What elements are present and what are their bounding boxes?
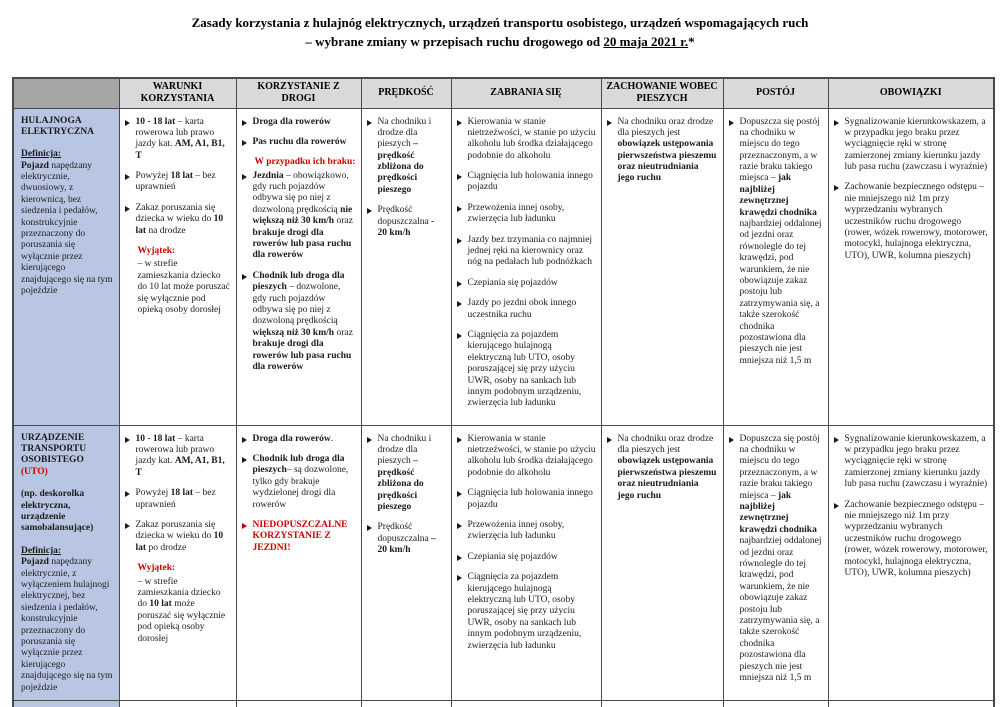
title-date-underlined: 20 maja 2021 r. [603,33,689,49]
arrow-bullet-icon [729,437,736,443]
title-line-1: Zasady korzystania z hulajnóg elektrycznych, urządzeń transportu osobistego, urządzeń wspomagających ruch [191,15,809,30]
text-segment: Ciągnięcia za pojazdem kierującego hulajnogą elektryczną lub UTO, osoby poruszającej się przy użyciu UWR, osoby na sankach lub innym podobnym urządzeniu, zwierzęcia lub ładunku [467,329,582,409]
item-text [138,563,231,574]
arrow-bullet-icon [457,555,464,561]
table-cell [451,108,601,425]
text-segment: Chodnik lub droga dla pieszych [252,454,345,476]
column-header: KORZYSTANIE Z DROGI [236,78,361,108]
table-cell [361,108,451,425]
table-row [13,108,994,425]
text-segment: – bez uprawnień [135,171,216,193]
list-item [607,434,718,502]
table-cell [236,425,361,700]
item-text [740,117,823,368]
item-text [138,577,231,645]
list-item [125,203,231,237]
item-text [378,522,446,556]
paragraph [242,157,356,168]
text-segment: Droga dla rowerów [252,116,331,127]
row-label-paragraph [21,489,114,535]
list-item [242,117,356,128]
item-text [468,572,596,652]
item-text [468,171,596,194]
text-segment: Zakaz poruszania się dziecka w wieku do [135,202,216,225]
arrow-bullet-icon [457,238,464,244]
item-text [468,434,596,480]
list-item [367,522,446,556]
column-header: WARUNKI KORZYSTANIA [119,78,236,108]
row-label-cell [13,700,119,707]
arrow-bullet-icon [125,120,132,126]
arrow-bullet-icon [367,525,374,531]
header-row [13,78,994,108]
text-segment: Jazdy bez trzymania co najmniej jednej ręki na kierownicy oraz nóg na pedałach lub podnóżkach [467,234,593,268]
text-segment: – obowiązkowo, gdy ruch pojazdów odbywa się po niej z dozwoloną prędkością [252,170,349,215]
item-text [618,117,718,185]
arrow-bullet-icon [367,437,374,443]
text-segment: napędzany elektrycznie, dwuosiowy, z kierownicą, bez siedzenia i pedałów, konstrukcyjnie przeznaczony do poruszania się wyłącznie przez kierującego znajdującego się na tym pojeździe [21,160,113,296]
arrow-bullet-icon [457,301,464,307]
text-segment: URZĄDZENIE TRANSPORTU OSOBISTEGO [21,432,87,466]
text-segment: brakuje drogi dla rowerów lub pasa ruchu dla rowerów [252,227,352,261]
title-line-2 [0,33,1000,52]
text-segment: – karta rowerowa lub prawo jazdy kat. [135,116,215,150]
list-item [834,117,989,174]
item-text [468,117,596,163]
arrow-bullet-icon [457,120,464,126]
item-text [468,203,596,226]
list-item [457,434,596,480]
list-item [125,488,231,511]
arrow-bullet-icon [457,491,464,497]
text-segment: – w strefie zamieszkania dziecko do 10 lat może poruszać się wyłącznie pod opieką osoby dorosłej [137,259,230,315]
list-item [607,117,718,185]
list-item [457,520,596,543]
page-title [0,14,1000,52]
arrow-bullet-icon [242,120,249,126]
text-segment: Definicja: [21,149,62,160]
column-header: ZABRANIA SIĘ [451,78,601,108]
item-text [740,434,823,685]
table-cell [236,108,361,425]
text-segment: nie większą niż 30 km/h [252,204,353,227]
text-segment: Czepiania się pojazdów [467,551,558,562]
item-text [468,520,596,543]
list-item [457,278,596,289]
title-line-2-prefix: – wybrane zmiany w przepisach ruchu drogowego od [305,33,604,49]
table-cell [361,425,451,700]
item-text [136,520,231,554]
text-segment: Dopuszcza się postój na chodniku w miejscu do tego przeznaczonym, a w razie braku takiego miejsca – [739,116,820,184]
table-cell [723,108,828,425]
spacer [21,535,114,546]
row-label-paragraph [21,149,114,160]
row-label-cell [13,425,119,700]
arrow-bullet-icon [457,174,464,180]
item-text [136,434,231,480]
text-segment: W przypadku ich braku: [254,157,356,168]
list-item [125,520,231,554]
text-segment: Kierowania w stanie nietrzeźwości, w stanie po użyciu alkoholu lub środka działającego podobnie do alkoholu [467,433,596,478]
table-cell [361,700,451,707]
list-item [125,434,231,480]
table-cell [601,700,723,707]
text-segment: Droga dla rowerów [252,433,331,444]
text-segment: Sygnalizowanie kierunkowskazem, a w przypadku jego braku przez wyciągnięcie ręki w stronę zamierzonej zmiany kierunku jazdy lub pasa ruchu (zawczasu i wyraźnie) [844,116,988,173]
text-segment: obowiązek ustępowania pierwszeństwa pieszemu oraz nieutrudniania jego ruchu [617,139,717,184]
text-segment: 10 - 18 lat [135,116,176,127]
table-cell [828,700,994,707]
text-segment: Przewożenia innej osoby, zwierzęcia lub ładunku [467,202,565,225]
list-item [457,488,596,511]
item-text [253,434,356,445]
item-text [138,246,231,257]
table-cell [236,700,361,707]
text-segment: jak najbliżej zewnętrznej krawędzi chodnika [739,490,817,535]
item-text [136,203,231,237]
table-cell [601,108,723,425]
text-segment: – prędkość zbliżona do prędkości pieszego [377,139,424,195]
column-header: ZACHOWANIE WOBEC PIESZYCH [601,78,723,108]
spacer [21,478,114,489]
text-segment: Pojazd [21,160,49,171]
item-text [253,171,356,262]
rules-table [12,77,995,707]
column-header: POSTÓJ [723,78,828,108]
arrow-bullet-icon [242,140,249,146]
table-cell [828,425,994,700]
table-cell [119,425,236,700]
arrow-bullet-icon [607,120,614,126]
arrow-bullet-icon [367,208,374,214]
arrow-bullet-icon [242,174,249,180]
item-text [136,488,231,511]
list-item [125,117,231,163]
row-label-paragraph [21,546,114,557]
arrow-bullet-icon [125,437,132,443]
text-segment: Sygnalizowanie kierunkowskazem, a w przypadku jego braku przez wyciągnięcie ręki w stronę zamierzonej zmiany kierunku jazdy lub pasa ruchu (zawczasu i wyraźnie) [844,433,988,490]
arrow-bullet-icon [457,333,464,339]
list-item [729,117,823,368]
text-segment: większą niż 30 km/h [252,327,335,338]
item-text [468,488,596,511]
item-text [468,278,596,289]
table-cell [828,108,994,425]
text-segment: – bez uprawnień [135,488,216,510]
text-segment: 10 lat [135,214,224,236]
column-header: OBOWIĄZKI [828,78,994,108]
list-item [457,117,596,163]
item-text [845,434,989,491]
text-segment: na drodze [146,225,186,236]
arrow-bullet-icon [834,437,841,443]
item-text [378,434,446,514]
text-segment: 10 - 18 lat [135,433,176,444]
arrow-bullet-icon [729,120,736,126]
item-text [136,171,231,194]
arrow-bullet-icon [834,185,841,191]
row-label-paragraph [21,161,114,298]
paragraph [125,259,231,316]
text-segment: - 20 km/h [377,216,435,239]
text-segment: – w strefie zamieszkania dziecko do [137,576,221,610]
table-cell [723,700,828,707]
text-segment: 18 lat [170,171,194,182]
text-segment: Czepiania się pojazdów [467,277,558,288]
text-segment: Definicja: [21,545,62,556]
text-segment: Ciągnięcia lub holowania innego pojazdu [467,488,593,510]
list-item [242,137,356,148]
list-item [834,500,989,580]
arrow-bullet-icon [242,274,249,280]
list-item [457,552,596,563]
text-segment: Jazdy po jezdni obok innego uczestnika ruchu [467,298,577,320]
list-item [457,235,596,269]
item-text [468,298,596,321]
list-item [242,271,356,374]
text-segment: 18 lat [170,488,194,499]
paragraph [125,563,231,574]
list-item [242,520,356,554]
item-text [468,330,596,410]
row-label-paragraph [21,467,114,478]
table-cell [723,425,828,700]
arrow-bullet-icon [457,281,464,287]
text-segment: najbardziej oddalonej od jezdni oraz równolegle do tej krawędzi, pod warunkiem, że nie obowiązuje zakaz postoju lub zatrzymywania się, a także szerokość chodnika pozostawiona dla pieszych nie jest mniejsza niż 1,5 m [739,219,822,366]
arrow-bullet-icon [457,206,464,212]
item-text [468,552,596,563]
text-segment: – dozwolone, gdy ruch pojazdów odbywa się po niej z dozwoloną prędkością [252,282,341,327]
text-segment: AM, A1, B1, T [135,456,225,478]
item-text [378,117,446,197]
arrow-bullet-icon [242,437,249,443]
corner-cell [13,78,119,108]
list-item [125,171,231,194]
arrow-bullet-icon [607,437,614,443]
item-text [845,182,989,262]
text-segment: Kierowania w stanie nietrzeźwości, w stanie po użyciu alkoholu lub środka działającego podobnie do alkoholu [467,116,596,161]
list-item [834,434,989,491]
item-text [253,117,356,128]
spacer [21,138,114,149]
text-segment: (UTO) [21,466,48,477]
text-segment: Powyżej [135,488,171,499]
arrow-bullet-icon [457,523,464,529]
text-segment: – prędkość zbliżona do prędkości pieszego [377,456,424,513]
text-segment: Na chodniku oraz drodze dla pieszych jest [617,116,714,138]
text-segment: Prędkość dopuszczalna [377,205,432,227]
text-segment: . [330,433,334,444]
text-segment: może poruszać się wyłącznie pod opieką osoby dorosłej [137,599,226,644]
item-text [253,454,356,511]
table-cell [451,700,601,707]
text-segment: Prędkość dopuszczalna [377,522,432,544]
text-segment: HULAJNOGA ELEKTRYCZNA [21,115,95,137]
item-text [468,235,596,269]
text-segment: – są dozwolone, tylko gdy brakuje wydzielonej drogi dla rowerów [252,465,349,510]
table-cell [119,108,236,425]
table-row [13,425,994,700]
row-label-cell [13,108,119,425]
text-segment: oraz [334,327,353,338]
text-segment: Na chodniku i drodze dla pieszych [377,433,432,467]
text-segment: Na chodniku i drodze dla pieszych [377,116,432,150]
text-segment: napędzany elektrycznie, z wyłączeniem hulajnogi elektrycznej, bez siedzenia i pedałów, konstrukcyjnie przeznaczony do poruszania się wyłącznie przez kierującego znajdującego się na tym pojeździe [21,557,113,693]
item-text [378,205,446,239]
list-item [457,298,596,321]
arrow-bullet-icon [125,523,132,529]
cutoff-table-row [13,700,994,707]
list-item [457,171,596,194]
arrow-bullet-icon [834,120,841,126]
list-item [729,434,823,685]
text-segment: 10 lat [135,531,224,553]
text-segment: (np. deskorolka elektryczna, urządzenie samobalansujące) [21,489,94,534]
text-segment: Ciągnięcia za pojazdem kierującego hulajnogą elektryczną lub UTO, osoby poruszającej się przy użyciu UWR, osoby na sankach lub innym podobnym urządzeniu, zwierzęcia lub ładunku [467,572,582,651]
text-segment: Na chodniku oraz drodze dla pieszych jest [617,433,714,456]
list-item [457,330,596,410]
item-text [255,157,356,168]
list-item [367,117,446,197]
text-segment: NIEDOPUSZCZALNE KORZYSTANIE Z JEZDNI! [252,520,348,553]
arrow-bullet-icon [242,523,249,529]
table-body [13,108,994,707]
arrow-bullet-icon [125,491,132,497]
text-segment: brakuje drogi dla rowerów lub pasa ruchu dla rowerów [252,339,352,372]
item-text [845,500,989,580]
text-segment: Zakaz poruszania się dziecka w wieku do [135,520,216,542]
list-item [834,182,989,262]
text-segment: Zachowanie bezpiecznego odstępu – nie mniejszego niż 1m przy wyprzedzaniu wybranych uczestników ruchu drogowego (rower, wózek rowerowy, motorower, motocykl, hulajnoga elektryczna, UTO), UWR, kolumna pieszych) [844,182,988,261]
text-segment: jak najbliżej zewnętrznej krawędzi chodnika [739,173,817,218]
item-text [618,434,718,502]
text-segment: AM, A1, B1, T [135,139,225,161]
column-header: PRĘDKOŚĆ [361,78,451,108]
item-text [253,271,356,374]
item-text [136,117,231,163]
text-segment: oraz [334,216,353,227]
table-cell [451,425,601,700]
arrow-bullet-icon [242,457,249,463]
arrow-bullet-icon [125,206,132,212]
arrow-bullet-icon [834,503,841,509]
list-item [242,171,356,262]
text-segment: Ciągnięcia lub holowania innego pojazdu [467,171,593,193]
text-segment: Przewożenia innej osoby, zwierzęcia lub ładunku [467,520,565,542]
table-cell [601,425,723,700]
text-segment: Powyżej [135,171,171,182]
paragraph [125,246,231,257]
text-segment: Pas ruchu dla rowerów [252,136,347,147]
row-label-paragraph [21,557,114,694]
table-cell [119,700,236,707]
list-item [367,434,446,514]
text-segment: Chodnik lub droga dla pieszych [252,270,345,293]
list-item [242,434,356,445]
paragraph [125,577,231,645]
list-item [457,572,596,652]
list-item [367,205,446,239]
row-label-paragraph [21,433,114,467]
item-text [845,117,989,174]
text-segment: 10 lat [149,599,172,610]
text-segment: Wyjątek: [137,563,176,574]
text-segment: obowiązek ustępowania pierwszeństwa pieszemu oraz nieutrudniania jego ruchu [617,456,717,501]
text-segment: – karta rowerowa lub prawo jazdy kat. [135,433,215,467]
text-segment: po drodze [146,542,187,553]
item-text [138,259,231,316]
item-text [253,137,356,148]
arrow-bullet-icon [457,437,464,443]
title-footnote-asterisk: * [688,33,695,49]
item-text [253,520,356,554]
text-segment: najbardziej oddalonej od jezdni oraz równolegle do tej krawędzi, pod warunkiem, że nie obowiązuje zakaz postoju lub zatrzymywania się, a także szerokość chodnika pozostawiona dla pieszych nie jest mniejsza niż 1,5 m [739,536,822,683]
text-segment: Pojazd [21,557,49,568]
row-label-paragraph [21,116,114,139]
text-segment: Jezdnia [252,170,284,181]
arrow-bullet-icon [125,174,132,180]
arrow-bullet-icon [457,575,464,581]
table-header-row [13,78,994,108]
list-item [457,203,596,226]
text-segment: – 20 km/h [377,533,436,556]
text-segment: Wyjątek: [137,246,176,257]
text-segment: Zachowanie bezpiecznego odstępu – nie mniejszego niż 1m przy wyprzedzaniu wybranych uczestników ruchu drogowego (rower, wózek rowerowy, motorower, motocykl, hulajnoga elektryczna, UTO), UWR, kolumna pieszych) [844,499,988,578]
arrow-bullet-icon [367,120,374,126]
text-segment: Dopuszcza się postój na chodniku w miejscu do tego przeznaczonym, a w razie braku takiego miejsca – [739,433,820,501]
list-item [242,454,356,511]
